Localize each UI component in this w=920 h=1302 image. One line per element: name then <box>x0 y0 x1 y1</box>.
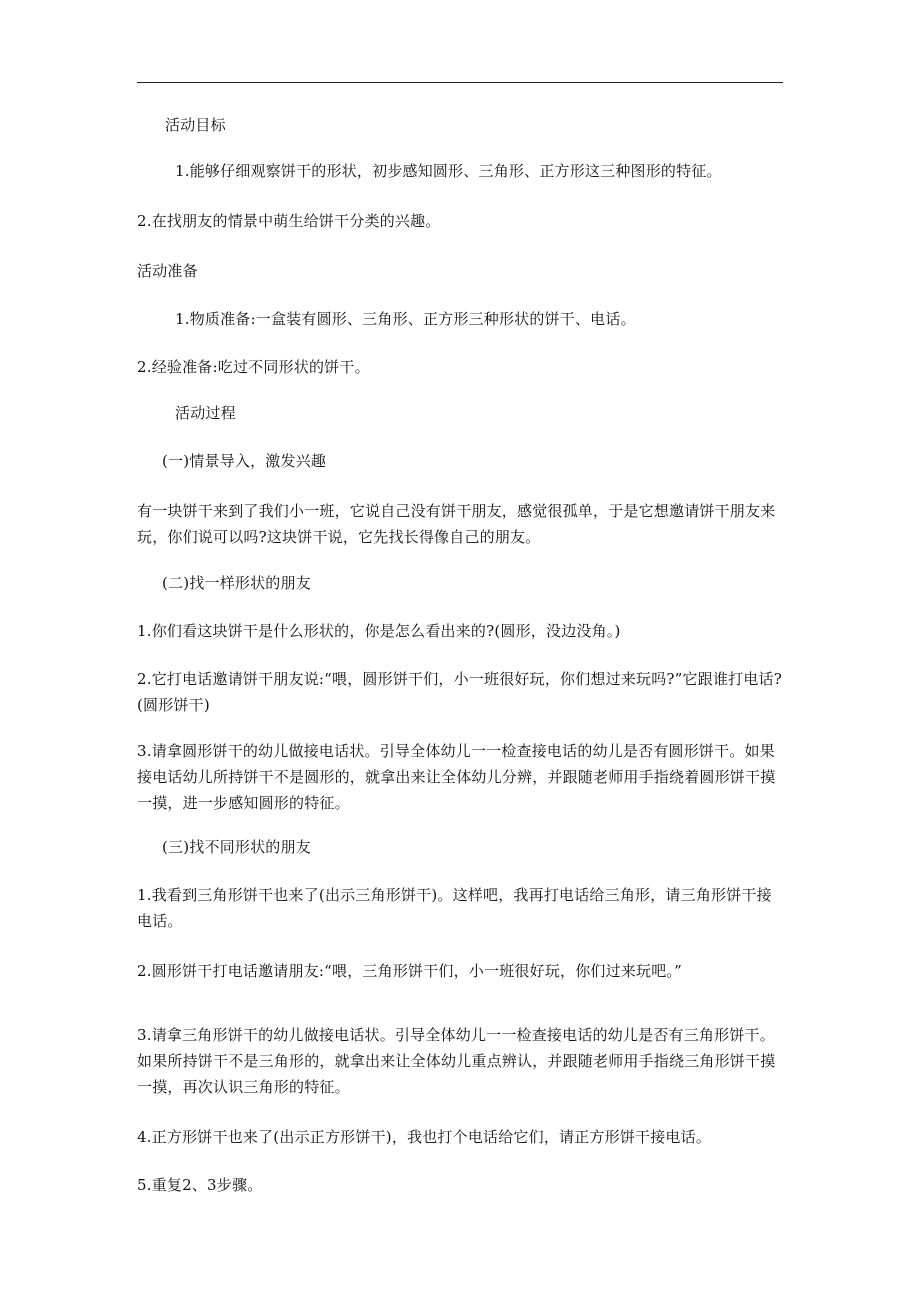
section-1-paragraph: 有一块饼干来到了我们小一班，它说自己没有饼干朋友，感觉很孤单，于是它想邀请饼干朋友来玩，你们说可以吗?这块饼干说，它先找长得像自己的朋友。 <box>137 502 776 546</box>
goal-item-2: 2.在找朋友的情景中萌生给饼干分类的兴趣。 <box>137 212 441 230</box>
prep-item-1: 1.物质准备:一盒装有圆形、三角形、正方形三种形状的饼干、电话。 <box>175 310 636 328</box>
section-2-item-2: 2.它打电话邀请饼干朋友说:“喂，圆形饼干们，小一班很好玩，你们想过来玩吗?”它跟谁打电话?(圆形饼干) <box>137 670 782 714</box>
section-3-item-2: 2.圆形饼干打电话邀请朋友:“喂，三角形饼干们，小一班很好玩，你们过来玩吧。” <box>137 962 683 980</box>
heading-activity-process: 活动过程 <box>175 404 236 422</box>
heading-activity-preparation: 活动准备 <box>137 262 198 280</box>
section-2-item-3: 3.请拿圆形饼干的幼儿做接电话状。引导全体幼儿一一检查接电话的幼儿是否有圆形饼干。如果接电话幼儿所持饼干不是圆形的，就拿出来让全体幼儿分辨，并跟随老师用手指绕着圆形饼干摸一摸，进一步感知圆形的特征。 <box>137 742 776 812</box>
section-3-item-3: 3.请拿三角形饼干的幼儿做接电话状。引导全体幼儿一一检查接电话的幼儿是否有三角形饼干。如果所持饼干不是三角形的，就拿出来让全体幼儿重点辨认，并跟随老师用手指绕三角形饼干摸一摸，再次认识三角形的特征。 <box>137 1026 776 1096</box>
section-3-item-5: 5.重复2、3步骤。 <box>137 1176 263 1194</box>
header-rule <box>137 82 783 83</box>
goal-item-1: 1.能够仔细观察饼干的形状，初步感知圆形、三角形、正方形这三种图形的特征。 <box>175 162 722 180</box>
section-1-title: (一)情景导入，激发兴趣 <box>162 452 327 470</box>
section-2-item-1: 1.你们看这块饼干是什么形状的，你是怎么看出来的?(圆形，没边没角。) <box>137 622 621 640</box>
section-3-item-4: 4.正方形饼干也来了(出示正方形饼干)，我也打个电话给它们，请正方形饼干接电话。 <box>137 1128 712 1146</box>
section-3-item-1: 1.我看到三角形饼干也来了(出示三角形饼干)。这样吧，我再打电话给三角形，请三角形饼干接电话。 <box>137 886 772 930</box>
prep-item-2: 2.经验准备:吃过不同形状的饼干。 <box>137 358 370 376</box>
heading-activity-goals: 活动目标 <box>165 116 226 134</box>
section-2-title: (二)找一样形状的朋友 <box>162 574 311 592</box>
section-3-title: (三)找不同形状的朋友 <box>162 838 311 856</box>
